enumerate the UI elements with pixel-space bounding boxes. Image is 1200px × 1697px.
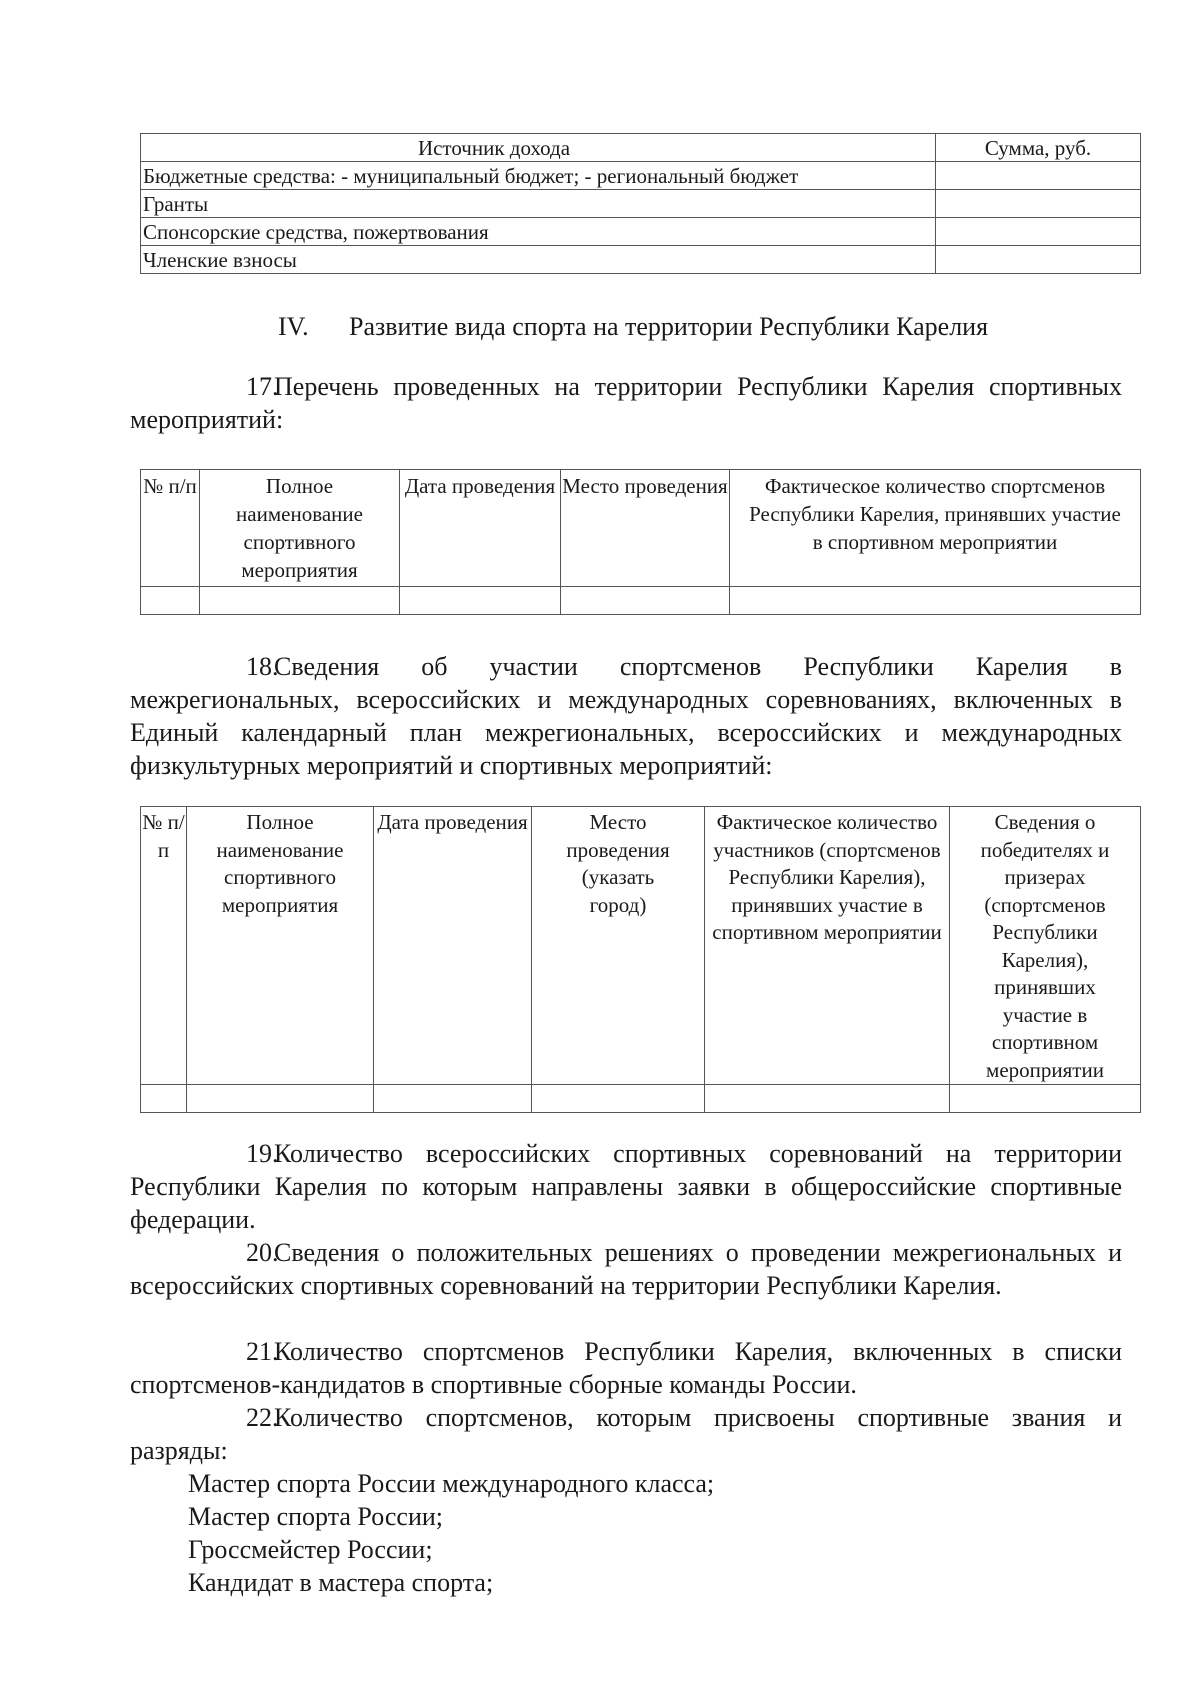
income-amount-cell [936,190,1141,218]
column-header: Полное наименование спортивного мероприятия [187,807,374,1085]
item-number: 22. [246,1403,279,1432]
table-row [141,190,1141,218]
table-cell [187,1085,374,1113]
table-cell [730,587,1141,615]
competitions-table [140,806,1141,1113]
item-text: Количество спортсменов Республики Карелия, включенных в списки спортсменов-кандидатов в спортивные сборные команды России. [130,1337,1122,1399]
item-number: 19. [246,1139,279,1168]
table-row [141,218,1141,246]
table-cell [705,1085,950,1113]
income-amount-cell [936,246,1141,274]
income-source-cell: Гранты [141,190,936,218]
table-cell [200,587,400,615]
column-header: Дата проведения [374,807,532,1085]
table-row [141,587,1141,615]
item-18-paragraph [130,650,1122,782]
column-header: Сведения о победителях и призерах (спортсменов Республики Карелия), принявших участие в спортивном мероприятии [950,807,1141,1085]
income-source-cell: Спонсорские средства, пожертвования [141,218,936,246]
table-cell [532,1085,705,1113]
events-table [140,469,1141,615]
income-amount-header: Сумма, руб. [936,134,1141,162]
item-number: 17. [246,372,279,401]
table-header-row [141,470,1141,587]
column-header: № п/ п [141,807,187,1085]
income-source-header: Источник дохода [141,134,936,162]
income-source-cell: Бюджетные средства: - муниципальный бюджет; - региональный бюджет [141,162,936,190]
table-row [141,162,1141,190]
section-number: IV. [278,312,309,341]
column-header: Место проведения (указать город) [532,807,705,1085]
list-item: Мастер спорта России; [188,1502,444,1531]
table-cell [400,587,561,615]
income-source-cell: Членские взносы [141,246,936,274]
table-row [141,246,1141,274]
income-amount-cell [936,162,1141,190]
item-20-paragraph [130,1236,1122,1302]
column-header: Фактическое количество участников (спортсменов Республики Карелия), принявших участие в спортивном мероприятии [705,807,950,1085]
table-cell [141,587,200,615]
table-cell [141,1085,187,1113]
item-text: Перечень проведенных на территории Республики Карелия спортивных мероприятий: [130,372,1122,434]
table-cell [374,1085,532,1113]
list-item: Кандидат в мастера спорта; [188,1568,494,1597]
item-text: Количество спортсменов, которым присвоены спортивные звания и разряды: [130,1403,1122,1465]
income-sources-table [140,133,1141,274]
item-19-paragraph [130,1137,1122,1236]
column-header: Полное наименование спортивного мероприятия [200,470,400,587]
list-item: Мастер спорта России международного класса; [188,1469,715,1498]
column-header: № п/п [141,470,200,587]
item-number: 18. [246,652,279,681]
item-22-paragraph [130,1401,1122,1467]
table-cell [950,1085,1141,1113]
column-header: Дата проведения [400,470,561,587]
income-amount-cell [936,218,1141,246]
section-title: Развитие вида спорта на территории Республики Карелия [349,312,989,341]
item-17-paragraph [130,370,1122,436]
list-item: Гроссмейстер России; [188,1535,433,1564]
item-number: 21. [246,1337,279,1366]
table-header-row [141,807,1141,1085]
item-number: 20. [246,1238,279,1267]
item-text: Количество всероссийских спортивных соревнований на территории Республики Карелия по которым направлены заявки в общероссийские спортивные федерации. [130,1139,1122,1234]
table-header-row [141,134,1141,162]
table-row [141,1085,1141,1113]
item-text: Сведения об участии спортсменов Республики Карелия в межрегиональных, всероссийских и международных соревнованиях, включенных в Единый календарный план межрегиональных, всероссийских и международных физкультурных мероприятий и спортивных мероприятий: [130,652,1122,780]
item-21-paragraph [130,1335,1122,1401]
table-cell [561,587,730,615]
column-header: Место проведения [561,470,730,587]
column-header: Фактическое количество спортсменов Республики Карелия, принявших участие в спортивном мероприятии [730,470,1141,587]
section-heading [278,312,988,342]
item-text: Сведения о положительных решениях о проведении межрегиональных и всероссийских спортивных соревнований на территории Республики Карелия. [130,1238,1122,1300]
